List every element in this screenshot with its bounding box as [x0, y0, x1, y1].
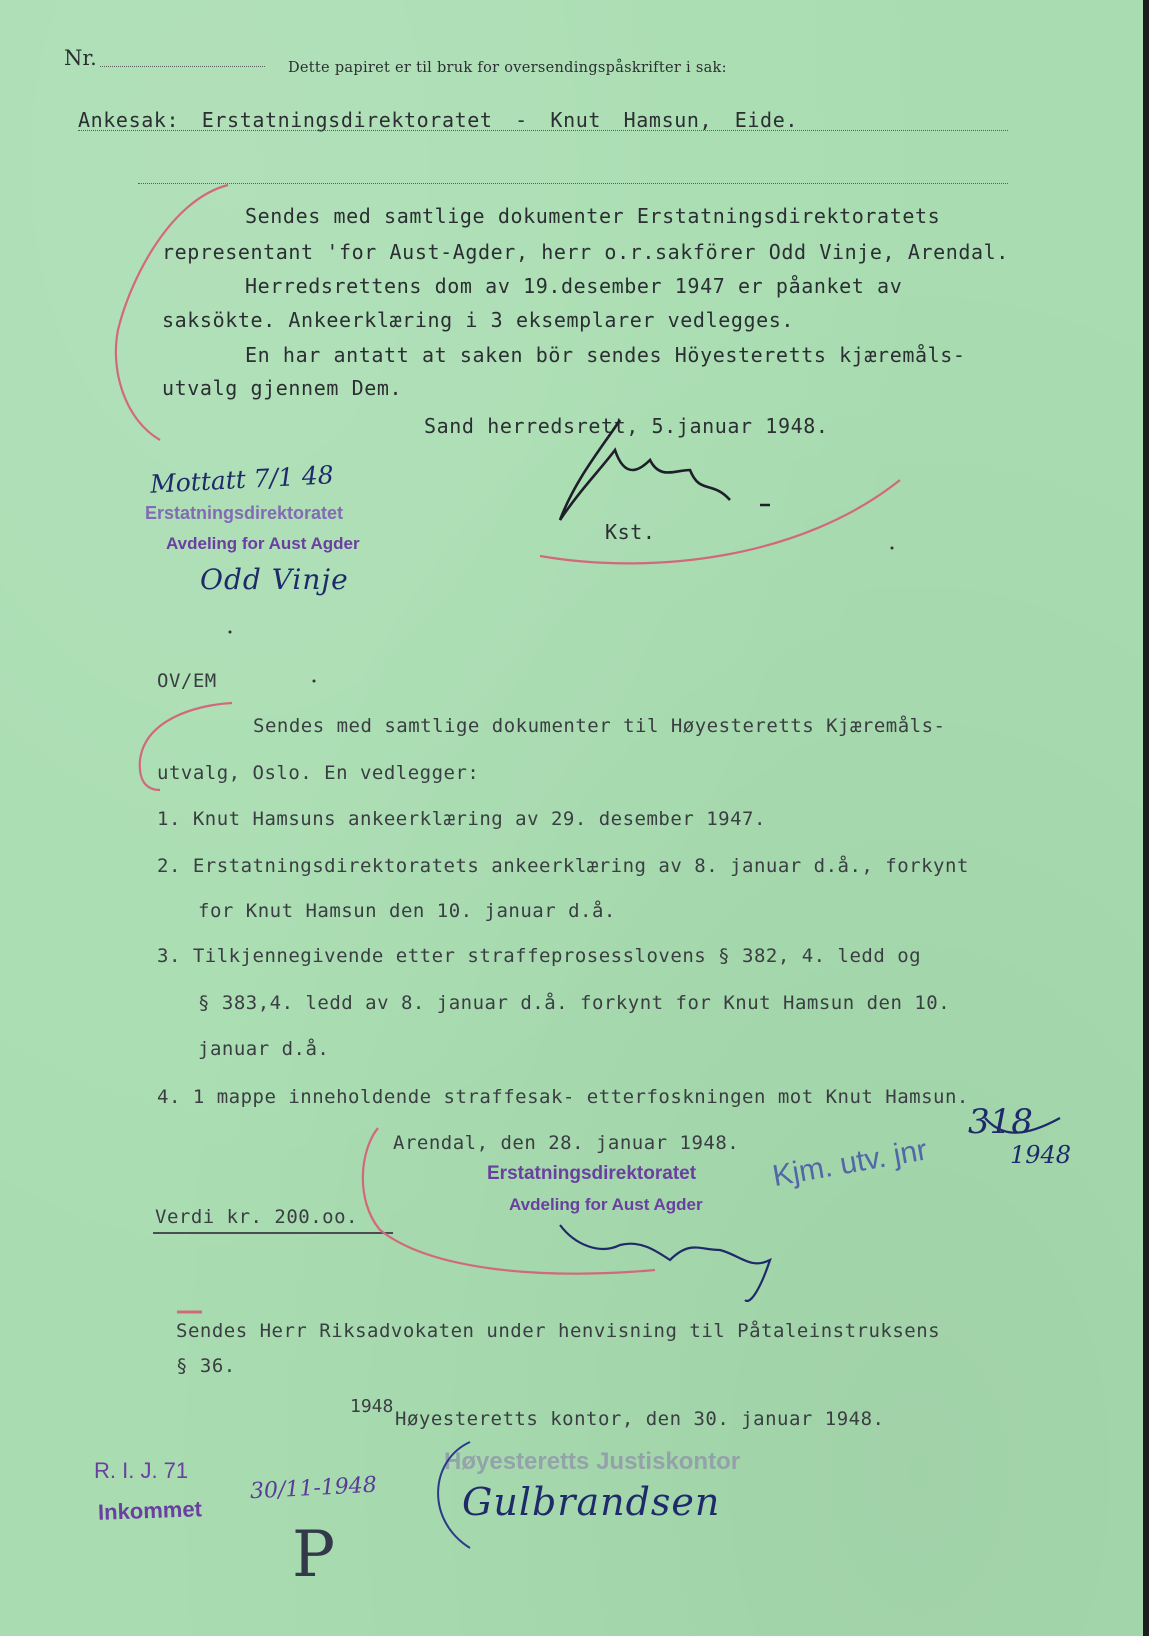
sec2-item-3-cont-2: januar d.å. — [198, 1038, 330, 1060]
office-stamp: Høyesteretts Justiskontor — [444, 1448, 741, 1475]
sec1-stamp-line-1: Erstatningsdirektoratet — [145, 503, 344, 523]
sec2-item-2: 2. Erstatningsdirektoratets ankeerklæring av 8. januar d.å., forkynt — [157, 855, 969, 877]
inkommet-label: Inkommet — [97, 1496, 203, 1525]
sec2-item-2-cont: for Knut Hamsun den 10. januar d.å. — [198, 900, 616, 922]
ri-note: R. I. J. 71 — [94, 1458, 189, 1483]
sec1-line-3: Herredsrettens dom av 19.desember 1947 er påanket av — [245, 274, 903, 298]
kjm-year: 1948 — [1010, 1141, 1072, 1169]
sec2-item-1: 1. Knut Hamsuns ankeerklæring av 29. desember 1947. — [157, 808, 766, 830]
eide-signature-scribble — [560, 420, 770, 520]
case-title: Ankesak: Erstatningsdirektoratet - Knut Hamsun, Eide. — [78, 108, 798, 132]
sec1-handwritten-signature: Odd Vinje — [200, 563, 349, 596]
stamp-curve — [438, 1442, 470, 1548]
sec2-ref: OV/EM — [157, 670, 217, 692]
red-bracket-3 — [363, 1128, 655, 1274]
sec1-line-4: saksökte. Ankeerklæring i 3 eksemplarer vedlegges. — [162, 308, 795, 332]
form-note: Dette papiret er til bruk for oversendingspåskrifter i sak: — [288, 60, 727, 76]
ink-dot — [313, 680, 316, 683]
p-mark: P — [292, 1518, 336, 1592]
ink-dot — [229, 631, 232, 634]
vinje-signature-scribble — [560, 1225, 770, 1301]
sec1-line-5: En har antatt at saken bör sendes Höyesteretts kjæremåls- — [245, 343, 966, 367]
sec1-line-6: utvalg gjennem Dem. — [162, 376, 403, 400]
red-bracket-1 — [116, 185, 228, 440]
received-note: Mottatt 7/1 48 — [149, 460, 335, 499]
kjm-number: 318 — [968, 1102, 1033, 1142]
sec2-item-3: 3. Tilkjennegivende etter straffeprosesslovens § 382, 4. ledd og — [157, 945, 922, 967]
sec2-intro-1: Sendes med samtlige dokumenter til Høyesteretts Kjæremåls- — [253, 715, 946, 737]
nr-label: Nr. — [64, 46, 97, 70]
ink-dot — [891, 547, 894, 550]
sec2-value: Verdi kr. 200.oo. — [155, 1206, 358, 1228]
sec2-item-3-cont: § 383,4. ledd av 8. januar d.å. forkynt for Knut Hamsun den 10. — [198, 992, 951, 1014]
sec1-line-2: representant 'for Aust-Agder, herr o.r.sakförer Odd Vinje, Arendal. — [162, 240, 1009, 264]
red-bracket-2 — [140, 703, 232, 790]
sec1-stamp-line-2: Avdeling for Aust Agder — [166, 534, 360, 553]
inkommet-date: 30/11-1948 — [249, 1472, 378, 1505]
sec1-place-date: Sand herredsrett, 5.januar 1948. — [424, 414, 829, 438]
scan-edge — [1143, 0, 1149, 1636]
sec3-handwritten-signature: Gulbrandsen — [462, 1480, 721, 1524]
sec3-line-2: § 36. — [176, 1355, 236, 1377]
sec2-stamp-line-1: Erstatningsdirektoratet — [487, 1163, 697, 1184]
sec1-line-1: Sendes med samtlige dokumenter Erstatningsdirektoratets — [245, 204, 941, 228]
sec3-place-date: Høyesteretts kontor, den 30. januar 1948. — [395, 1408, 885, 1430]
sec2-stamp-line-2: Avdeling for Aust Agder — [509, 1195, 703, 1214]
sec3-line-1: Sendes Herr Riksadvokaten under henvisning til Påtaleinstruksens — [176, 1320, 941, 1342]
sec1-signature-title: Kst. — [605, 520, 656, 544]
kjm-stamp: Kjm. utv. jnr — [770, 1133, 930, 1194]
sec2-intro-2: utvalg, Oslo. En vedlegger: — [157, 762, 480, 784]
sec3-year-mark: 1948 — [350, 1396, 394, 1417]
kjm-underline — [985, 1118, 1060, 1133]
sec2-place-date: Arendal, den 28. januar 1948. — [393, 1132, 740, 1154]
sec2-item-4: 4. 1 mappe inneholdende straffesak- etterfoskningen mot Knut Hamsun. — [157, 1086, 969, 1108]
